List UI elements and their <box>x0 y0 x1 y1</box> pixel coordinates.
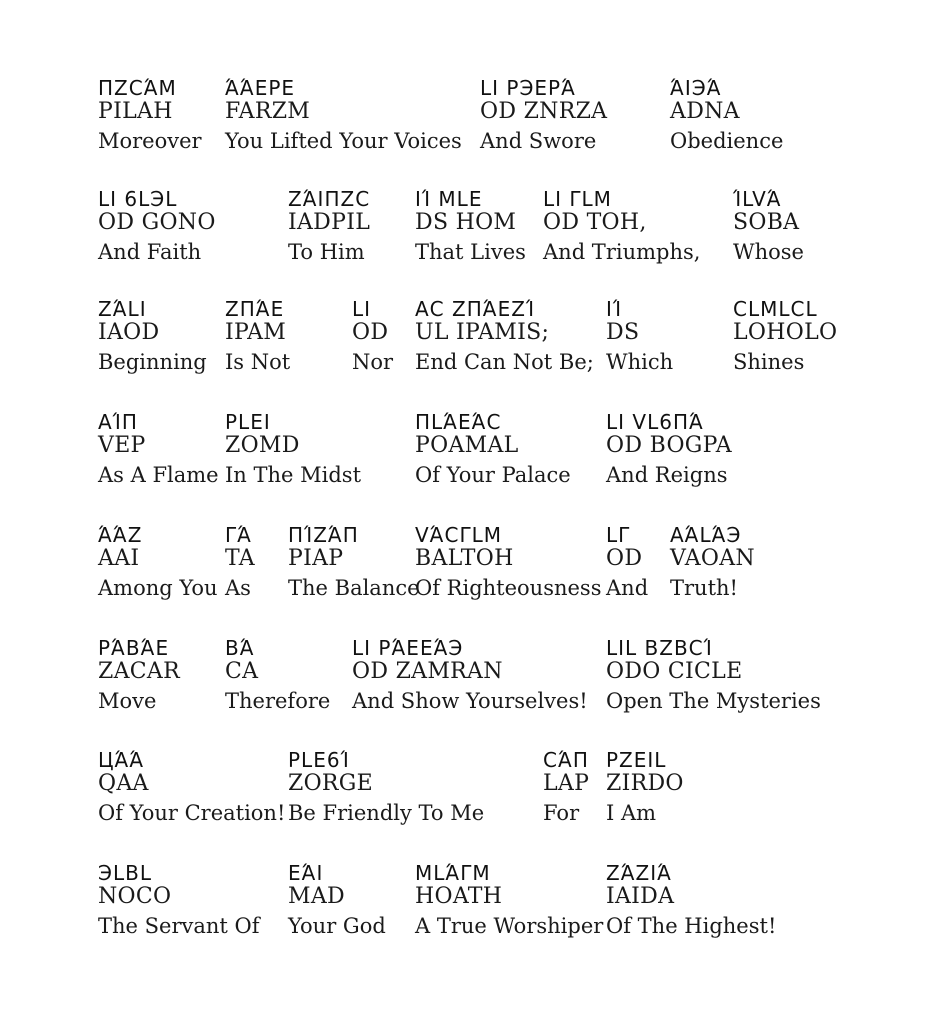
enochian-script: LΙ ΓLΜ <box>543 187 612 211</box>
enochian-script: ΑΆLΆЭ <box>670 523 742 547</box>
verse-row <box>0 410 942 520</box>
enochian-script: ЦΆΆ <box>98 748 145 772</box>
transliteration-text: IPAM <box>225 320 287 345</box>
gloss-text: End Can Not Be; <box>415 350 594 374</box>
transliteration-text: MAD <box>288 884 345 909</box>
gloss-text: Beginning <box>98 350 207 374</box>
enochian-script: ΠΖCΆΜ <box>98 76 177 100</box>
enochian-script: ΠΊΖΆΠ <box>288 523 359 547</box>
gloss-text: Open The Mysteries <box>606 689 821 713</box>
enochian-script: ΊLVΆ <box>733 187 782 211</box>
enochian-script: LΙ ΡΆΕΕΆЭ <box>352 636 464 660</box>
gloss-text: You Lifted Your Voices <box>225 129 462 153</box>
transliteration-text: TA <box>225 546 255 571</box>
transliteration-text: OD GONO <box>98 210 216 235</box>
enochian-script: CLΜLCL <box>733 297 818 321</box>
transliteration-text: QAA <box>98 771 149 796</box>
enochian-script: ΙΊ ΜLΕ <box>415 187 483 211</box>
transliteration-text: POAMAL <box>415 433 519 458</box>
enochian-script: LΙL ΒΖΒCΊ <box>606 636 713 660</box>
gloss-text: As A Flame <box>98 463 219 487</box>
gloss-text: Of The Highest! <box>606 914 777 938</box>
enochian-script: ΖΆΖΙΆ <box>606 861 672 885</box>
transliteration-text: ZORGE <box>288 771 374 796</box>
gloss-text: Among You <box>98 576 218 600</box>
enochian-script: ΖΆLΙ <box>98 297 147 321</box>
enochian-script: CΆΠ <box>543 748 589 772</box>
gloss-text: In The Midst <box>225 463 362 487</box>
gloss-text: Nor <box>352 350 394 374</box>
transliteration-text: ZIRDO <box>606 771 684 796</box>
transliteration-text: OD <box>606 546 643 571</box>
gloss-text: Moreover <box>98 129 202 153</box>
enochian-script: ΆΙЭΆ <box>670 76 722 100</box>
transliteration-text: AAI <box>98 546 140 571</box>
verse-row <box>0 76 942 186</box>
gloss-text: That Lives <box>415 240 526 264</box>
gloss-text: Be Friendly To Me <box>288 801 485 825</box>
verse-row <box>0 523 942 633</box>
transliteration-text: LOHOLO <box>733 320 838 345</box>
gloss-text: The Balance <box>288 576 420 600</box>
transliteration-text: VEP <box>98 433 146 458</box>
gloss-text: Shines <box>733 350 805 374</box>
enochian-script: ΑC ΖΠΆΕΖΊ <box>415 297 536 321</box>
enochian-script: ЭLΒL <box>98 861 152 885</box>
transliteration-text: HOATH <box>415 884 503 909</box>
enochian-script: ΡΆΒΆΕ <box>98 636 170 660</box>
gloss-text: And Reigns <box>606 463 728 487</box>
transliteration-text: NOCO <box>98 884 172 909</box>
transliteration-text: UL IPAMIS; <box>415 320 550 345</box>
enochian-script: ΡΖΕΙL <box>606 748 667 772</box>
enochian-script: LΙ 6LЭL <box>98 187 178 211</box>
gloss-text: Is Not <box>225 350 291 374</box>
transliteration-text: OD ZAMRAN <box>352 659 503 684</box>
gloss-text: I Am <box>606 801 657 825</box>
enochian-script: LΙ <box>352 297 372 321</box>
enochian-script: ΑΊΠ <box>98 410 138 434</box>
transliteration-text: IAOD <box>98 320 160 345</box>
enochian-script: ΠLΆΕΆC <box>415 410 502 434</box>
enochian-script: LΙ VL6ΠΆ <box>606 410 704 434</box>
enochian-script: ΖΠΆΕ <box>225 297 285 321</box>
enochian-script: ΡLΕ6Ί <box>288 748 350 772</box>
gloss-text: To Him <box>288 240 365 264</box>
transliteration-text: OD ZNRZA <box>480 99 608 124</box>
gloss-text: Whose <box>733 240 804 264</box>
transliteration-text: OD <box>352 320 389 345</box>
gloss-text: And Swore <box>480 129 597 153</box>
enochian-script: ΕΆΙ <box>288 861 324 885</box>
transliteration-text: SOBA <box>733 210 800 235</box>
enochian-script: ΆΆΖ <box>98 523 143 547</box>
enochian-script: ΆΆΕΡΕ <box>225 76 296 100</box>
gloss-text: Your God <box>288 914 386 938</box>
transliteration-text: ADNA <box>670 99 740 124</box>
enochian-script: VΆCΓLΜ <box>415 523 503 547</box>
gloss-text: Which <box>606 350 674 374</box>
enochian-script: ΜLΆΓΜ <box>415 861 491 885</box>
enochian-script: LΙ ΡЭΕΡΆ <box>480 76 576 100</box>
gloss-text: And Triumphs, <box>543 240 701 264</box>
transliteration-text: VAOAN <box>670 546 755 571</box>
gloss-text: For <box>543 801 580 825</box>
transliteration-text: OD BOGPA <box>606 433 732 458</box>
gloss-text: Of Your Palace <box>415 463 571 487</box>
gloss-text: A True Worshiper <box>415 914 604 938</box>
transliteration-text: ZOMD <box>225 433 300 458</box>
enochian-script: ΒΆ <box>225 636 255 660</box>
enochian-script: LΓ <box>606 523 631 547</box>
verse-row <box>0 861 942 971</box>
transliteration-text: IADPIL <box>288 210 371 235</box>
transliteration-text: PIAP <box>288 546 344 571</box>
gloss-text: Move <box>98 689 157 713</box>
gloss-text: And <box>606 576 649 600</box>
gloss-text: And Faith <box>98 240 202 264</box>
transliteration-text: ZACAR <box>98 659 180 684</box>
transliteration-text: FARZM <box>225 99 311 124</box>
enochian-script: ΙΊ <box>606 297 623 321</box>
transliteration-text: IAIDA <box>606 884 675 909</box>
transliteration-text: CA <box>225 659 259 684</box>
transliteration-text: DS HOM <box>415 210 517 235</box>
verse-row <box>0 297 942 407</box>
verse-row <box>0 636 942 746</box>
gloss-text: Of Righteousness <box>415 576 602 600</box>
transliteration-text: PILAH <box>98 99 173 124</box>
gloss-text: Therefore <box>225 689 331 713</box>
gloss-text: Obedience <box>670 129 784 153</box>
transliteration-text: LAP <box>543 771 590 796</box>
gloss-text: As <box>225 576 251 600</box>
transliteration-text: DS <box>606 320 640 345</box>
gloss-text: The Servant Of <box>98 914 260 938</box>
gloss-text: And Show Yourselves! <box>352 689 588 713</box>
verse-row <box>0 187 942 297</box>
enochian-script: ΖΆΙΠΖC <box>288 187 371 211</box>
transliteration-text: OD TOH, <box>543 210 647 235</box>
gloss-text: Of Your Creation! <box>98 801 286 825</box>
enochian-script: ΓΆ <box>225 523 252 547</box>
enochian-script: ΡLΕΙ <box>225 410 271 434</box>
verse-row <box>0 748 942 858</box>
transliteration-text: ODO CICLE <box>606 659 743 684</box>
gloss-text: Truth! <box>670 576 738 600</box>
transliteration-text: BALTOH <box>415 546 514 571</box>
